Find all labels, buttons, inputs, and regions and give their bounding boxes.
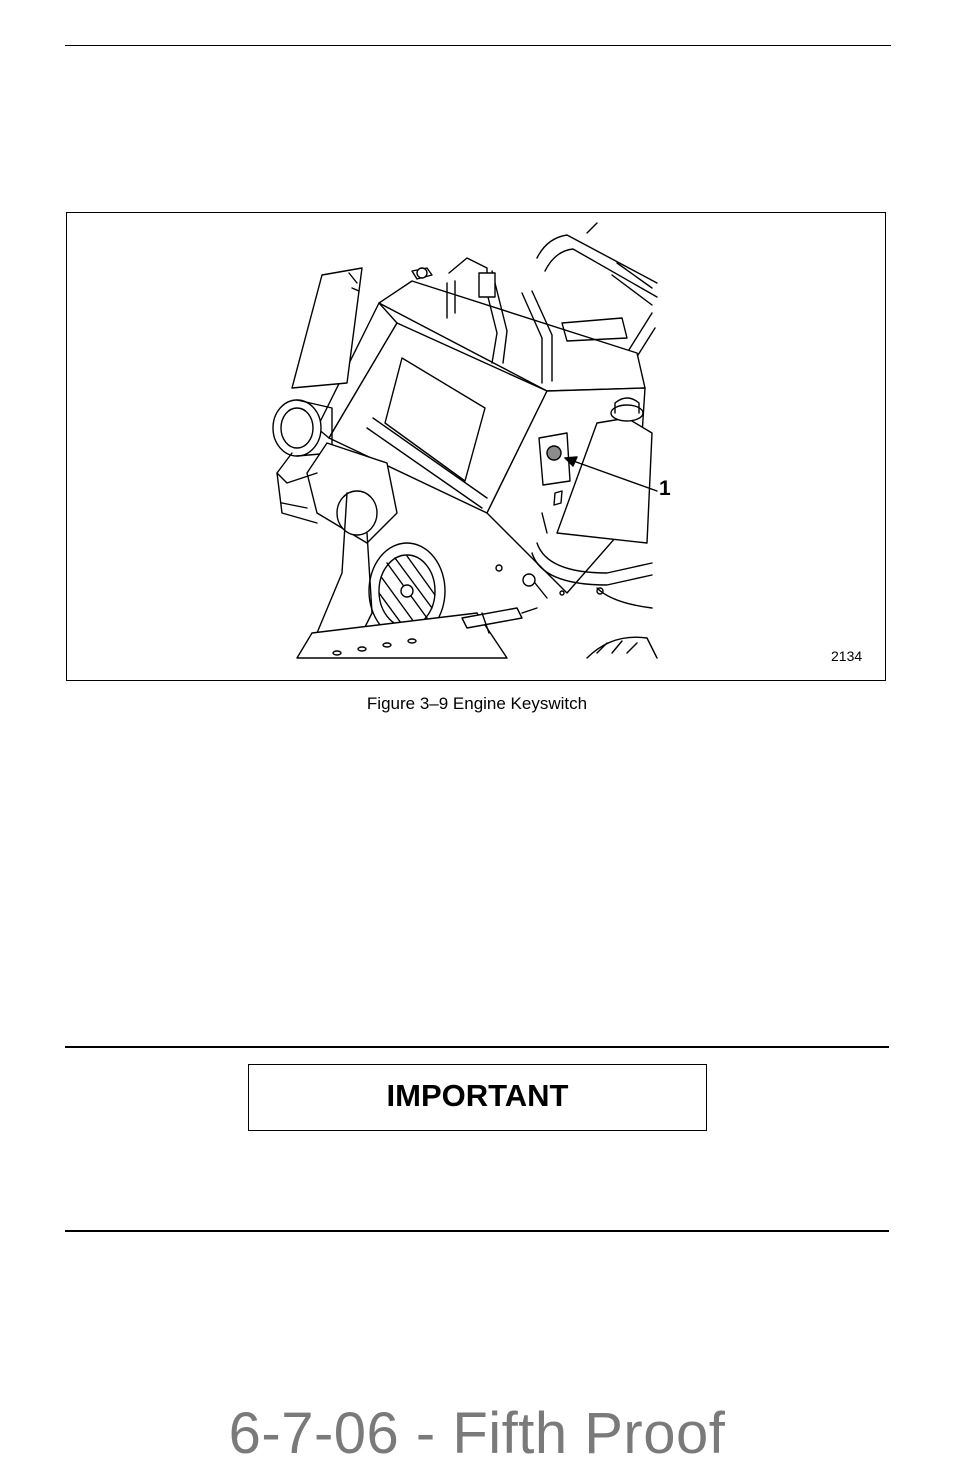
figure-caption: Figure 3–9 Engine Keyswitch [366,694,588,713]
notice-rule-top [65,1046,889,1048]
important-heading: IMPORTANT [386,1077,569,1113]
figure-number: 2134 [831,648,863,664]
keyswitch-icon [547,446,561,460]
important-notice-box [248,1064,707,1131]
notice-rule-bottom [65,1230,889,1232]
header-rule [65,45,891,46]
figure-frame [66,212,886,681]
proof-watermark: 6-7-06 - Fifth Proof [228,1401,726,1466]
callout-label: 1 [659,477,671,500]
engine-illustration [67,213,886,681]
